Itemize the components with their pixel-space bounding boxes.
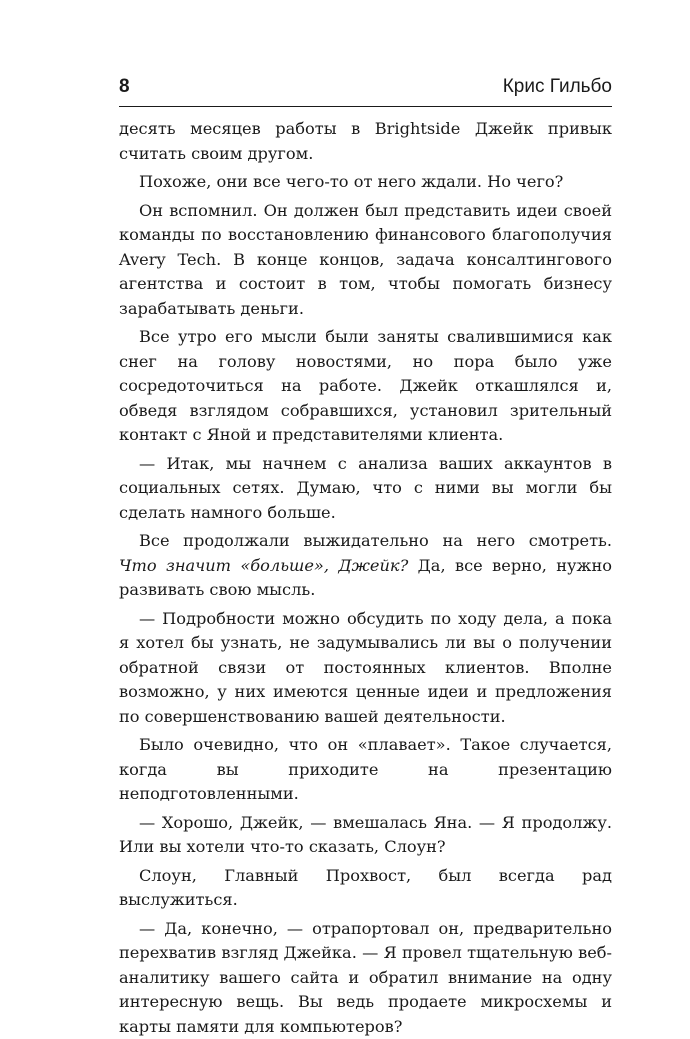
body-text xyxy=(119,117,612,1039)
paragraph-text: Да, все верно, нужно развивать свою мысль. xyxy=(119,556,612,600)
paragraph: — Подробности можно обсудить по ходу дела, а пока я хотел бы узнать, не задумывались ли вы о получении обратной связи от постоянных клиентов. Вполне возможно, у них имеются ценные идеи и предложения по совершенствованию вашей деятельности. xyxy=(119,607,612,730)
paragraph: Было очевидно, что он «плавает». Такое случается, когда вы приходите на презентацию неподготовленными. xyxy=(119,733,612,807)
paragraph: — Итак, мы начнем с анализа ваших аккаунтов в социальных сетях. Думаю, что с ними вы могли бы сделать намного больше. xyxy=(119,452,612,526)
header-author: Крис Гильбо xyxy=(503,76,612,98)
page-number: 8 xyxy=(119,76,130,98)
paragraph: — Да, конечно, — отрапортовал он, предварительно перехватив взгляд Джейка. — Я провел тщательную веб-аналитику вашего сайта и обратил внимание на одну интересную вещь. Вы ведь продаете микросхемы и карты памяти для компьютеров? xyxy=(119,917,612,1039)
paragraph xyxy=(119,529,612,603)
paragraph-text: Все продолжали выжидательно на него смотреть. xyxy=(139,531,612,550)
paragraph: десять месяцев работы в Brightside Джейк привык считать своим другом. xyxy=(119,117,612,166)
paragraph: Слоун, Главный Прохвост, был всегда рад выслужиться. xyxy=(119,864,612,913)
paragraph: Все утро его мысли были заняты свалившимися как снег на голову новостями, но пора было уже сосредоточиться на работе. Джейк откашлялся и, обведя взглядом собравшихся, установил зрительный контакт с Яной и представителями клиента. xyxy=(119,325,612,448)
paragraph: Он вспомнил. Он должен был представить идеи своей команды по восстановлению финансового благополучия Avery Tech. В конце концов, задача консалтингового агентства и состоит в том, чтобы помогать бизнесу зарабатывать деньги. xyxy=(119,199,612,322)
header-divider xyxy=(119,106,612,107)
running-head xyxy=(119,72,612,102)
italic-thought: Что значит «больше», Джейк? xyxy=(119,556,408,575)
paragraph: Похоже, они все чего-то от него ждали. Но чего? xyxy=(119,170,612,195)
paragraph: — Хорошо, Джейк, — вмешалась Яна. — Я продолжу. Или вы хотели что-то сказать, Слоун? xyxy=(119,811,612,860)
